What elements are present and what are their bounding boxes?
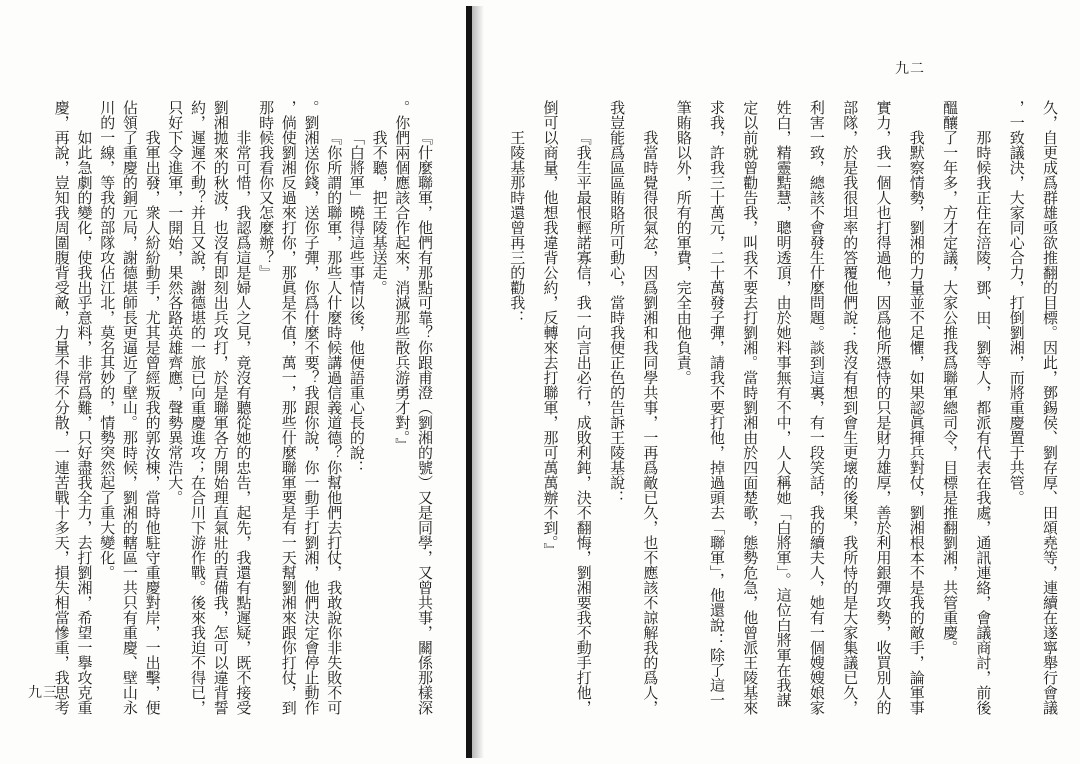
text-column: 約，遲遲不動？并且又說，謝德堪的一旅已向重慶進攻；在合川下游作戰。後來我迫不得已， [189,100,207,715]
text-column: 醞釀了一年多，方才定議，大家公推我爲聯軍總司令，目標是推翻劉湘，共管重慶。 [941,100,960,655]
text-column: 部隊，於是我很坦率的答覆他們說：我沒有想到會生更壞的後果，我所恃的是大家集議已久， [841,100,860,715]
text-column: 倒可以商量，他想我違背公約，反轉來去打聯軍，那可萬萬辦不到。』 [541,100,560,558]
text-column: 『你所謂的聯軍，那些人什麼時候講過信義道德？你幫他們去打仗，我敢說你非失敗不可 [325,130,344,715]
text-column: 非常可惜，我認爲這是婦人之見，竟沒有聽從她的忠告，起先，我還有點遲疑，既不接受 [234,130,253,715]
text-column: 那時候我看你又怎麼辦？』 [257,100,276,280]
text-column: 利害一致，總該不會發生什麼問題。談到這裏，有一段笑話，我的續夫人，她有一個嫂嫂娘家 [807,100,826,715]
text-column: 川的一線，等我的部隊攻佔江北，莫名其妙的，情勢突然起了重大變化。 [98,100,117,580]
text-column: ，一致議決，大家同心合力，打倒劉湘，而將重慶置于共管。 [1007,100,1026,505]
text-column: 如此急劇的變化，使我出乎意料，非常爲難，只好盡我全力，去打劉湘，希望一擧攻克重 [75,130,94,715]
text-column: 求我，許我三十萬元，二十萬發子彈，請我不要打他，掉過頭去「聯軍」，他還說：除了這一 [708,100,726,708]
text-column: 筆賄賂以外，所有的軍費，完全由他負責。 [674,100,693,385]
text-column: 『什麼聯軍，他們有那點可靠？你跟甫澄（劉湘的號）又是同學，又曾共事，關係那樣深 [416,130,434,715]
text-column: 我不聽，把王陵基送走。 [370,130,389,295]
text-column: 姓白，精靈黠慧，聰明透頂，由於她料事無有不中，人人稱她「白將軍」。這位白將軍在我謀 [774,100,793,708]
text-column: 我默察情勢，劉湘的力量並不足懼，如果認眞揮兵對仗，劉湘根本不是我的敵手，論軍事 [907,130,926,715]
right-page [476,0,1080,764]
text-column: 我豈能爲區區賄賂所可動心，當時我便正色的告訴王陵基說： [608,100,627,505]
text-column: 。劉湘送你錢，送你子彈，你爲什麼不要？我跟你說，你一動手打劉湘，他們決定會停止動作 [302,100,321,715]
text-column: 定以前就曾勸告我，叫我不要去打劉湘。當時劉湘由於四面楚歌，態勢危急，他曾派王陵基來 [741,100,760,715]
text-column: 久，自更成爲群雄亟欲推翻的目標。因此，鄧錫侯、劉存厚、田頌堯等，連續在遂寧舉行會議 [1041,100,1059,715]
text-column: 我當時覺得很氣忿，因爲劉湘和我同學共事，一再爲敵已久，也不應該不諒解我的爲人， [641,130,660,715]
text-column: 我軍出發，衆人紛紛動手，尤其是曾經叛我的郭汝棟，當時他駐守重慶對岸，一出擊，便 [143,130,162,715]
text-column: 劉湘拋來的秋波，也沒有即刻出兵攻打，於是聯軍各方開始理直氣壯的責備我，怎可以違背誓 [211,100,230,715]
text-column: 『我生平最恨輕諾寡信，我一向言出必行，成敗利鈍，決不翻悔，劉湘要我不動手打他， [574,130,593,715]
text-column: 那時候我正住在涪陵，鄧、田、劉等人，都派有代表在我處，通訊連絡，會議商討，前後 [974,130,993,715]
text-column: 實力，我一個人也打得過他，因爲他所憑恃的只是財力雄厚，善於利用銀彈攻勢，收買別人的 [874,100,893,715]
page-number: 九二 [895,61,925,77]
text-column: 只好下令進軍，一開始，果然各路英雄齊應，聲勢異常浩大。 [166,100,185,505]
text-column: 佔領了重慶的銅元局，謝德堪師長更逼近了壁山。那時候，劉湘的轄區一共只有重慶、壁山永 [120,100,139,715]
gutter-shadow [472,6,484,758]
text-column: 慶，再說，豈知我周圍腹背受敵，力量不得不分散，一連苦戰十多天，損失相當慘重，我思考 [52,100,71,715]
page-number: 九三 [28,685,58,701]
text-column: 王陵基那時還曾再三的勸我： [508,130,527,325]
text-column: 。你們兩個應該合作起來，消滅那些散兵游勇才對。』 [393,100,412,453]
text-column: 「白將軍」曉得這些事情以後，他便語重心長的說： [347,130,366,475]
text-column: ，倘使劉湘反過來打你，那眞是不值，萬一，那些什麼聯軍要是有一天幫劉湘來跟你打仗，到 [279,100,298,715]
left-page [0,0,466,764]
